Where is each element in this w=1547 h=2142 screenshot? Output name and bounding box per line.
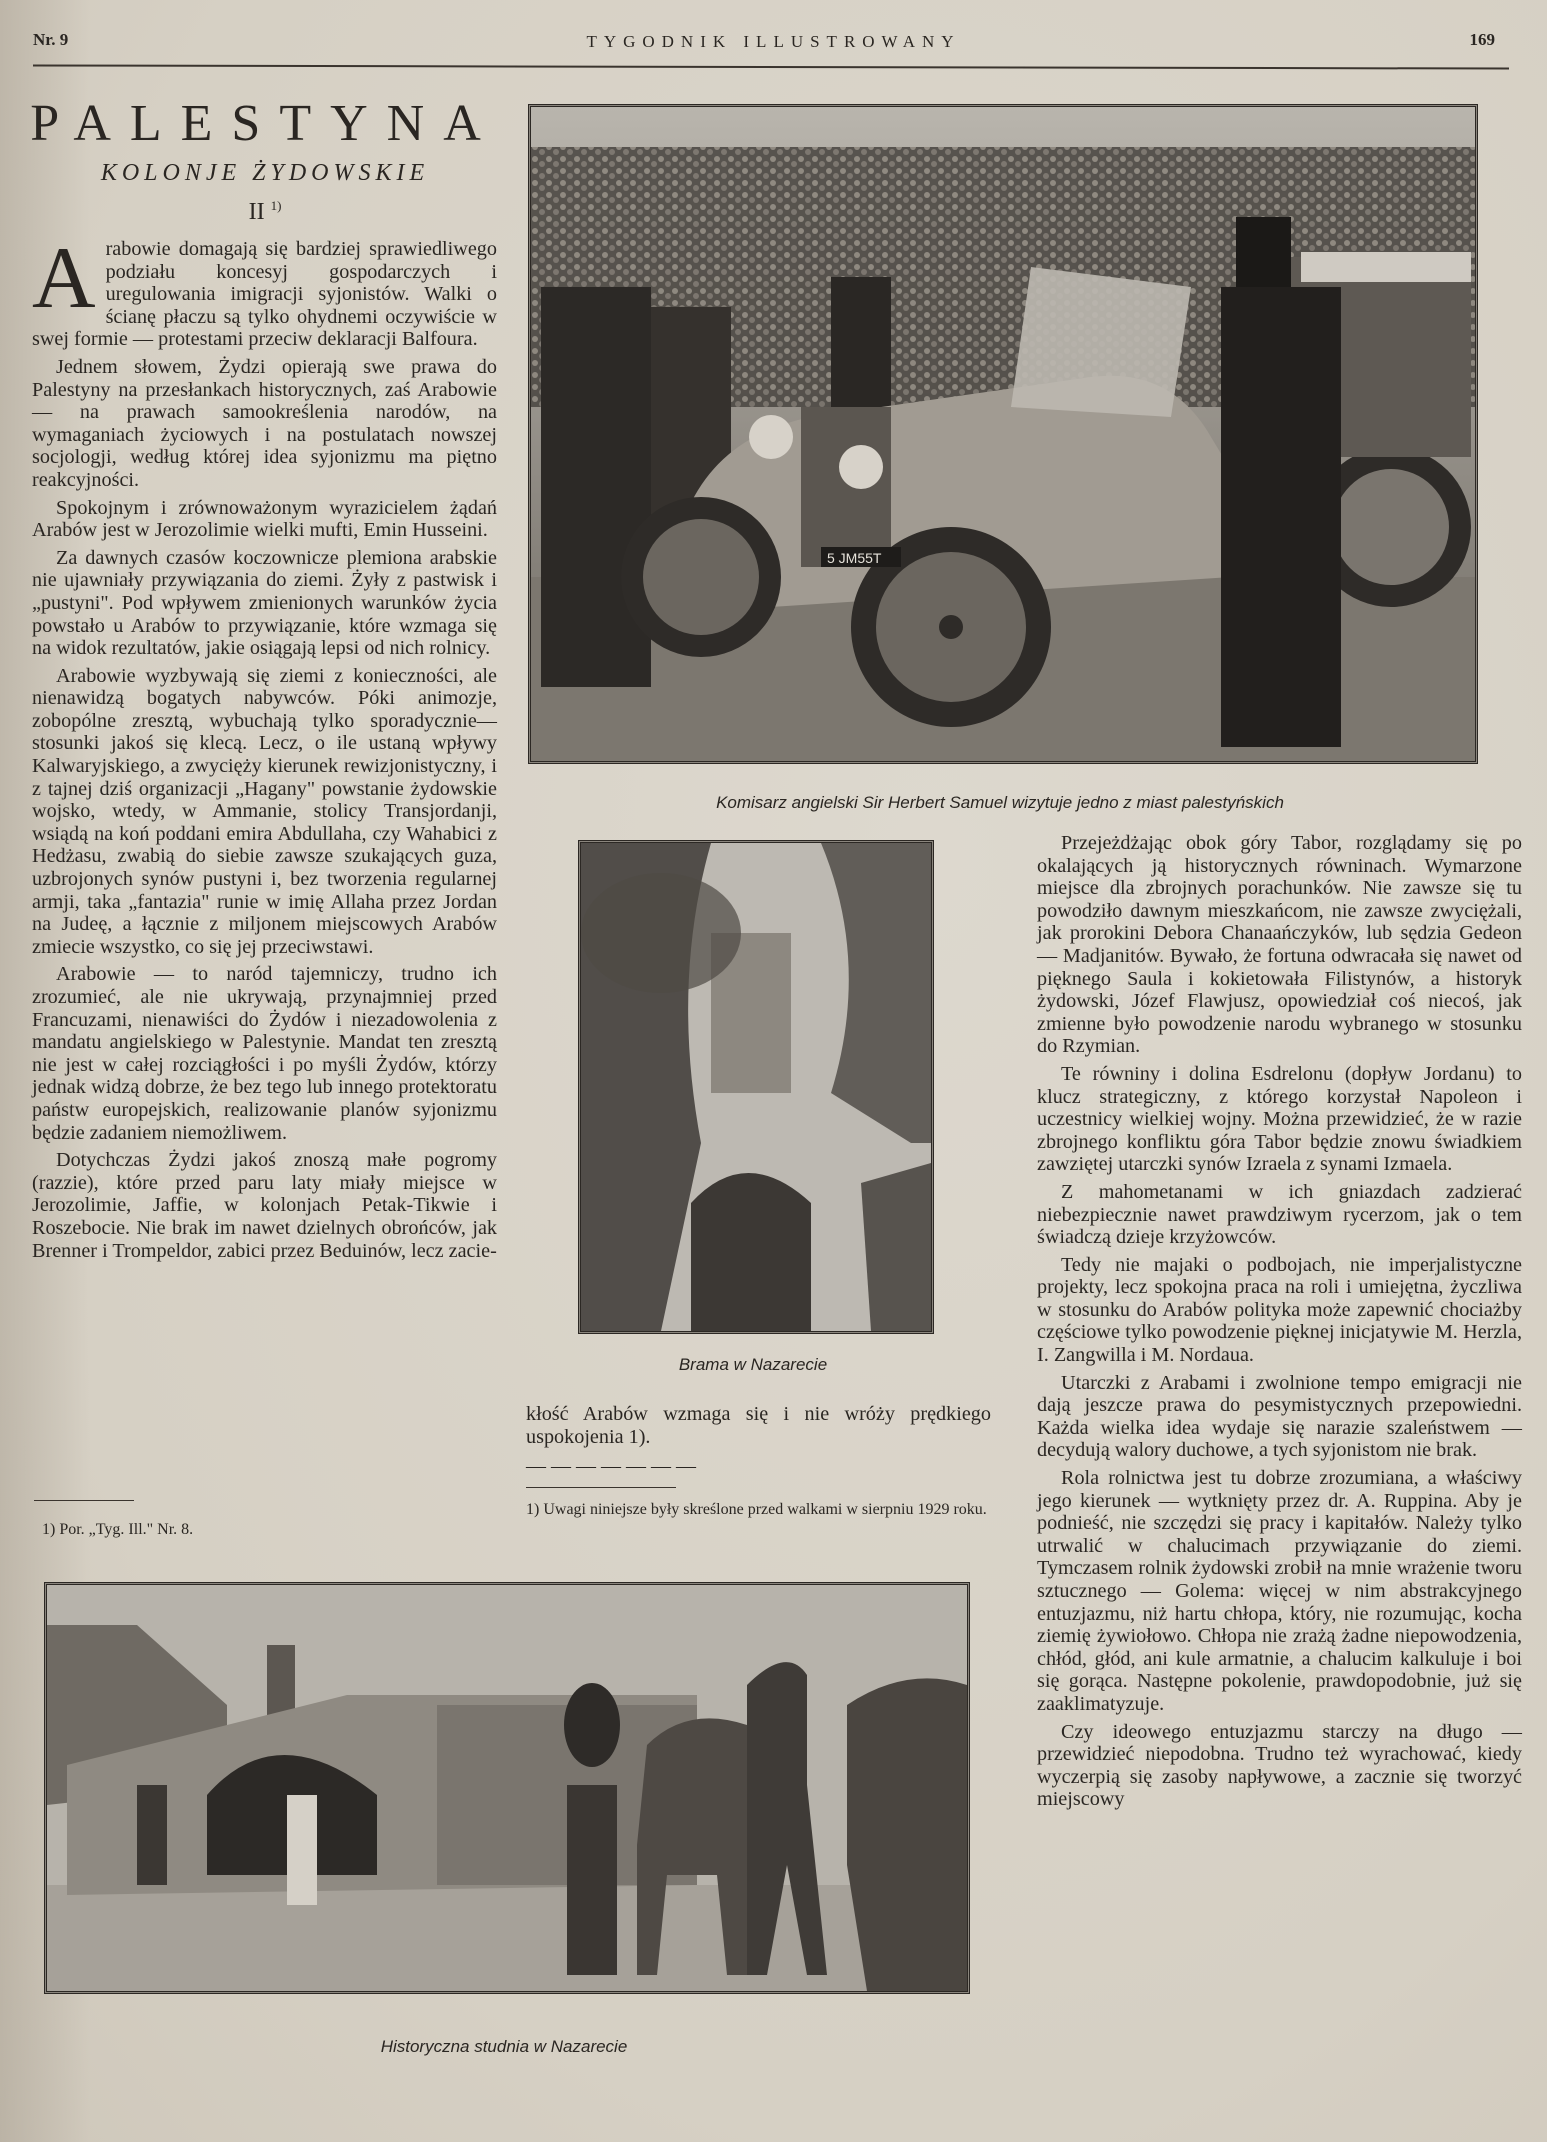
article-part — [30, 198, 500, 226]
footnote-rule — [526, 1487, 676, 1488]
magazine-title: TYGODNIK ILLUSTROWANY — [586, 32, 961, 51]
paragraph: Spokojnym i zrównoważonym wyrazicielem żądań Arabów jest w Jerozolimie wielki mufti, Emin Husseini. — [32, 496, 497, 542]
photo-commissioner-car — [528, 104, 1478, 764]
drop-cap: A — [32, 230, 96, 327]
page-number: 169 — [1469, 30, 1495, 49]
paragraph: Te równiny i dolina Esdrelonu (dopływ Jordanu) to klucz strategiczny, z którego korzystał Napoleon i uczestnicy wielkiej wojny. Można przewidzieć, że w razie zbrojnego konfliktu góra Tabor będzie znowu świadkiem zawziętej utarczki synów Izraela z synami Izmaela. — [1037, 1062, 1522, 1176]
paragraph: Przejeżdżając obok góry Tabor, rozglądamy się po okalających ją historycznych równinach. Wymarzone miejsce dla zbrojnych porachunków. Nie zawsze się tu powodziło dawnym mieszkańcom, nie zawsze zwyciężali, jak prorokini Debora Chanaańczyków, lub sędzia Gedeon — Madjanitów. Bywało, że fortuna odwracała się nawet od pięknego Saula i kokietowała Filistynów, a historyk żydowski, Józef Flawjusz, opowiedział coś niecoś, jak zmienne było powodzenie narodu wybranego w stosunku do Rzymian. — [1037, 832, 1522, 1058]
paragraph: Z mahometanami w ich gniazdach zadzierać niebezpiecznie nawet prawdziwym rycerzom, jak o tem świadczą dzieje krzyżowców. — [1037, 1180, 1522, 1249]
paragraph: Dotychczas Żydzi jakoś znoszą małe pogromy (razzie), które przed paru laty miały miejsce w Jerozolimie, Jaffie, w kolonjach Petak-Tikwie i Roszebocie. Nie brak im nawet dzielnych obrońców, jak Brenner i Trompeldor, zabici przez Beduinów, lecz zacie- — [32, 1149, 497, 1262]
caption-gate: Brama w Nazarecie — [678, 1355, 828, 1374]
paragraph: Czy ideowego entuzjazmu starczy na długo — przewidzieć niepodobna. Trudno też wyrachować, kiedy wyczerpią się zasoby napływowe, a zacznie się tworzyć miejscowy — [1037, 1720, 1522, 1811]
footnote-left: 1) Por. „Tyg. Ill." Nr. 8. — [42, 1521, 194, 1538]
paragraph: Arabowie wyzbywają się ziemi z konieczności, ale nienawidzą bogatych nabywców. Póki animozje, zobopólne zresztą, wybuchają tylko sporadycznie—stosunki jakoś się klecą. Lecz, o ile ustaną wpływy Kalwaryjskiego, a zwycięży kierunek rewizjonistyczny, i z tajnej dziś organizacji „Hagany" powstanie żydowskie wojsko, wtedy, w Ammanie, stolicy Transjordanji, wsiądą na koń poddani emira Abdullaha, czy Wahabici z Hedżasu, zwabią do siebie zawsze szukających guza, uzbrojonych synów pustyni i, bez tworzenia regularnej armji, taka „fantazia" runie w imię Allaha przez Jordan na Judeę, a łącznie z miljonem miejscowych Arabów zmiecie wszystko, co się jej przeciwstawi. — [32, 664, 497, 958]
article-title: PALESTYNA — [30, 95, 500, 152]
car-photo-image — [531, 107, 1475, 761]
paragraph — [32, 230, 497, 351]
section-break: — — — — — — — — [526, 1455, 696, 1477]
paragraph: Utarczki z Arabami i zwolnione tempo emigracji nie dają jeszcze prawa do pesymistycznych przepowiedni. Każda wielka idea wydaje się narazie szaleństwem — decydują walory duchowe, a tych syjonistom nie brak. — [1037, 1371, 1522, 1462]
paragraph: Tedy nie majaki o podbojach, nie imperjalistyczne projekty, lecz spokojna praca na roli i umiejętna, życzliwa w stosunku do Arabów polityka może zapewnić chociażby częściowe tylko powodzenie pięknej inicjatywie M. Herzla, I. Zangwilla i M. Nordaua. — [1037, 1253, 1522, 1367]
caption-car: Komisarz angielski Sir Herbert Samuel wizytuje jedno z miast palestyńskich — [716, 793, 1284, 812]
paragraph-text: rabowie domagają się bardziej sprawiedliwego podziału koncesyj gospodarczych i uregulowania imigracji syjonistów. Walki o ścianę płaczu są tylko ohydnemi oczywiście w swej formie — protestami przeciw deklaracji Balfoura. — [32, 238, 497, 351]
paragraph: Rola rolnictwa jest tu dobrze zrozumiana, a właściwy jego kierunek — wytknięty przez dr. A. Ruppina. Aby je podnieść, nie szczędzi się pracy i kapitałów. Należy tylko utrwalić w chalucimach przywiązanie do ziemi. Tymczasem rolnik żydowski zrobił na mnie wrażenie tworu sztucznego — Golema: więcej w nim abstrakcyjnego entuzjazmu, niż hartu chłopa, który, nie rozumując, kocha ziemię żywiołowo. Chłopa nie zrażą żadne niepowodzenia, chłód, głód, ani kule armatnie, a chalucim kalkuluje i boi się gorąca. Następne pokolenie, prawdopodobnie, już się zaaklimatyzuje. — [1037, 1467, 1522, 1715]
caption-well: Historyczna studnia w Nazarecie — [380, 2037, 628, 2056]
part-footnote-ref: 1) — [270, 198, 282, 213]
paragraph: Za dawnych czasów koczownicze plemiona arabskie nie ujawniały przywiązania do ziemi. Żyły z pastwisk i „pustyni". Pod wpływem zmienionych warunków życia powstało u Arabów to przywiązanie, które wzmaga się na widok rezultatów, jakie osiągają lepsi od nich rolnicy. — [32, 546, 497, 660]
left-column — [32, 230, 497, 1267]
footnote-middle: 1) Uwagi niniejsze były skreślone przed walkami w sierpniu 1929 roku. — [526, 1501, 987, 1518]
issue-number: Nr. 9 — [33, 30, 69, 49]
header-rule — [33, 64, 1509, 69]
paragraph: Arabowie — to naród tajemniczy, trudno ich zrozumieć, ale nie ukrywają, przynajmniej przed Francuzami, nienawiści do Żydów i niezadowolenia z mandatu angielskiego w Palestynie. Mandat ten zresztą nie jest w całej rozciągłości i po myśli Żydów, którzy jednak widzą dobrze, że bez tego lub innego protektoratu państw europejskich, realizowanie planów syjonizmu będzie zadaniem niemożliwem. — [32, 963, 497, 1144]
license-plate: 5 JM55T — [827, 550, 882, 566]
paragraph: Jednem słowem, Żydzi opierają swe prawa do Palestyny na przesłankach historycznych, zaś Arabowie — na prawach samookreślenia narodów, na wymaganiach życiowych i na postulatach nowszej socjologji, według której idea syjonizmu ma piętno reakcyjności. — [32, 355, 497, 491]
article-subtitle: KOLONJE ŻYDOWSKIE — [100, 160, 430, 186]
footnote-rule — [34, 1500, 134, 1501]
paragraph: kłość Arabów wzmaga się i nie wróży prędkiego uspokojenia 1). — [526, 1403, 991, 1448]
well-photo-image — [47, 1585, 967, 1991]
middle-column — [526, 1403, 991, 1453]
photo-gate-nazareth — [578, 840, 934, 1334]
gate-photo-image — [581, 843, 931, 1331]
right-column — [1037, 832, 1522, 1816]
photo-well-nazareth — [44, 1582, 970, 1994]
part-label: II — [248, 199, 265, 225]
